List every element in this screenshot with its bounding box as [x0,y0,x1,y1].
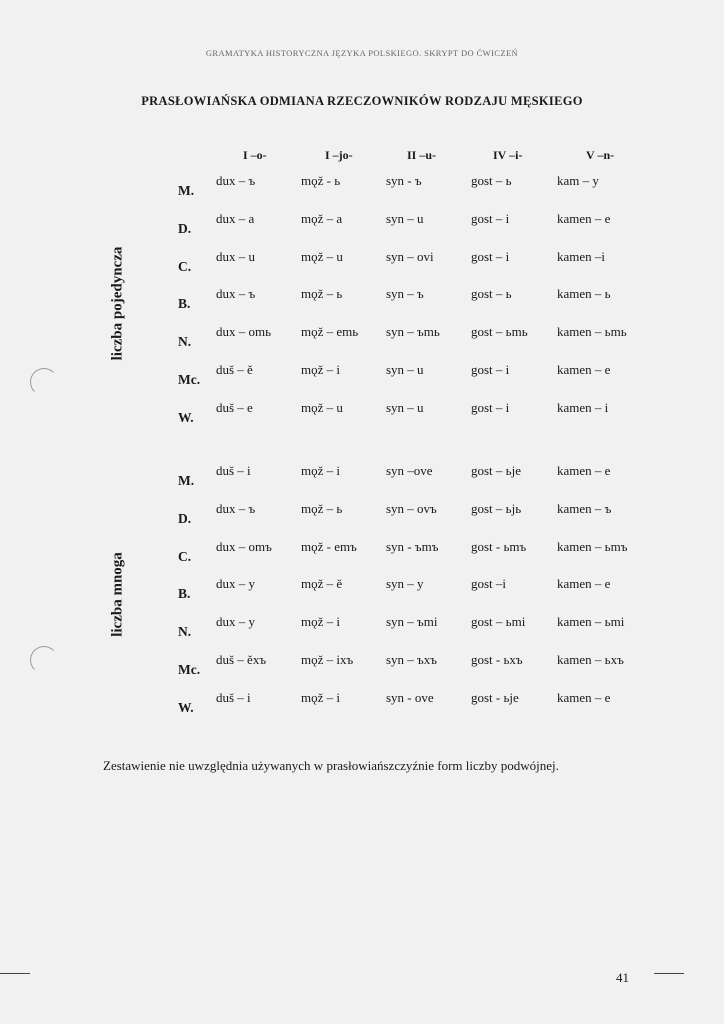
form-cell: dux – y [216,614,255,630]
form-cell: dux – a [216,210,255,226]
case-label: M. [178,473,195,488]
punch-hole-mark [30,368,58,396]
form-cell: gost - ьje [471,689,519,705]
form-cell: kamen – e [557,210,611,226]
page-number: 41 [616,970,629,985]
form-cell: mǫž - ь [301,173,341,188]
form-cell: gost – i [471,362,510,377]
case-label: C. [178,548,192,564]
case-label: W. [178,409,194,425]
form-cell: mǫž – u [301,248,343,264]
form-cell: kamen – e [557,362,611,377]
form-cell: syn – u [386,399,424,415]
form-cell: dux – ъ [216,500,256,516]
form-cell: gost – ь [471,286,512,302]
form-cell: kamen – ьmi [557,614,625,630]
form-cell: mǫž – emь [301,324,359,340]
form-cell: syn – u [386,210,424,226]
form-cell: gost – i [471,248,510,264]
form-cell: syn – ovi [386,248,434,264]
form-cell: kamen – e [557,576,611,592]
form-cell: dux – omь [216,324,272,340]
form-cell: kamen – ьmъ [557,538,628,554]
form-cell: kamen –i [557,248,606,264]
case-label: Mc. [178,662,201,677]
form-cell: gost – ьje [471,463,521,478]
form-cell: syn – u [386,362,424,377]
number-group-label: liczba pojedyncza [109,246,126,361]
form-cell: syn - ъ [386,173,422,188]
form-cell: mǫž – i [301,362,340,377]
form-cell: mǫž – ě [301,576,343,592]
form-cell: dux – y [216,576,255,592]
form-cell: mǫž – u [301,399,343,415]
form-cell: kamen – e [557,689,611,705]
case-label: M. [178,183,195,198]
form-cell: duš – e [216,399,253,415]
form-cell: dux – ъ [216,173,256,188]
punch-hole-mark [30,646,58,674]
form-cell: dux – ъ [216,286,256,302]
form-cell: gost - ьxъ [471,652,523,667]
case-label: W. [178,699,194,715]
form-cell: gost – ьmь [471,324,528,340]
case-label: Mc. [178,372,201,387]
form-cell: mǫž – a [301,210,343,226]
column-header: I –o- [243,148,267,162]
case-label: N. [178,624,192,640]
form-cell: kamen – ьmь [557,324,627,340]
edge-mark [654,973,684,974]
form-cell: mǫž - emъ [301,538,357,554]
column-header: V –n- [586,148,615,162]
form-cell: syn –ove [386,463,433,478]
form-cell: syn – y [386,576,424,592]
form-cell: kamen – ъ [557,500,612,516]
edge-mark [0,973,30,974]
column-header: IV –i- [493,148,523,162]
form-cell: mǫž – ь [301,500,343,516]
form-cell: gost – ь [471,173,512,188]
form-cell: mǫž – i [301,463,340,478]
form-cell: kamen – i [557,399,609,415]
footnote: Zestawienie nie uwzględnia używanych w prasłowiańszczyźnie form liczby podwójnej. [103,758,559,773]
form-cell: duš – ěxъ [216,652,267,667]
form-cell: kamen – ьxъ [557,652,624,667]
form-cell: duš – i [216,689,251,705]
case-label: B. [178,296,191,312]
form-cell: syn – ъmi [386,614,438,630]
form-cell: gost –i [471,576,507,592]
form-cell: mǫž – ь [301,286,343,302]
form-cell: duš – ě [216,362,253,377]
form-cell: gost – i [471,399,510,415]
form-cell: kamen – e [557,463,611,478]
running-header: GRAMATYKA HISTORYCZNA JĘZYKA POLSKIEGO. SKRYPT DO ĆWICZEŃ [205,48,519,58]
form-cell: syn – ъmь [386,324,440,340]
case-label: N. [178,334,192,350]
form-cell: mǫž – i [301,689,340,705]
column-header: I –jo- [325,148,353,162]
section-title: PRASŁOWIAŃSKA ODMIANA RZECZOWNIKÓW RODZAJU MĘSKIEGO [141,94,583,108]
form-cell: kamen – ь [557,286,611,302]
form-cell: gost – ьmi [471,614,526,630]
case-label: C. [178,258,192,274]
case-label: B. [178,586,191,602]
case-label: D. [178,220,192,236]
form-cell: gost – ьjь [471,500,522,516]
form-cell: kam – y [557,173,599,188]
form-cell: syn – ъxъ [386,652,438,667]
form-cell: syn – ъ [386,286,424,302]
form-cell: duš – i [216,463,251,478]
column-header: II –u- [407,148,437,162]
form-cell: dux – u [216,248,255,264]
form-cell: syn – ovъ [386,500,437,516]
form-cell: dux – omъ [216,538,272,554]
form-cell: mǫž – ixъ [301,652,354,667]
form-cell: syn - ove [386,689,434,705]
form-cell: mǫž – i [301,614,340,630]
form-cell: gost – i [471,210,510,226]
case-label: D. [178,510,192,526]
form-cell: syn - ъmъ [386,538,439,554]
number-group-label: liczba mnoga [109,552,126,637]
form-cell: gost - ьmъ [471,538,527,554]
